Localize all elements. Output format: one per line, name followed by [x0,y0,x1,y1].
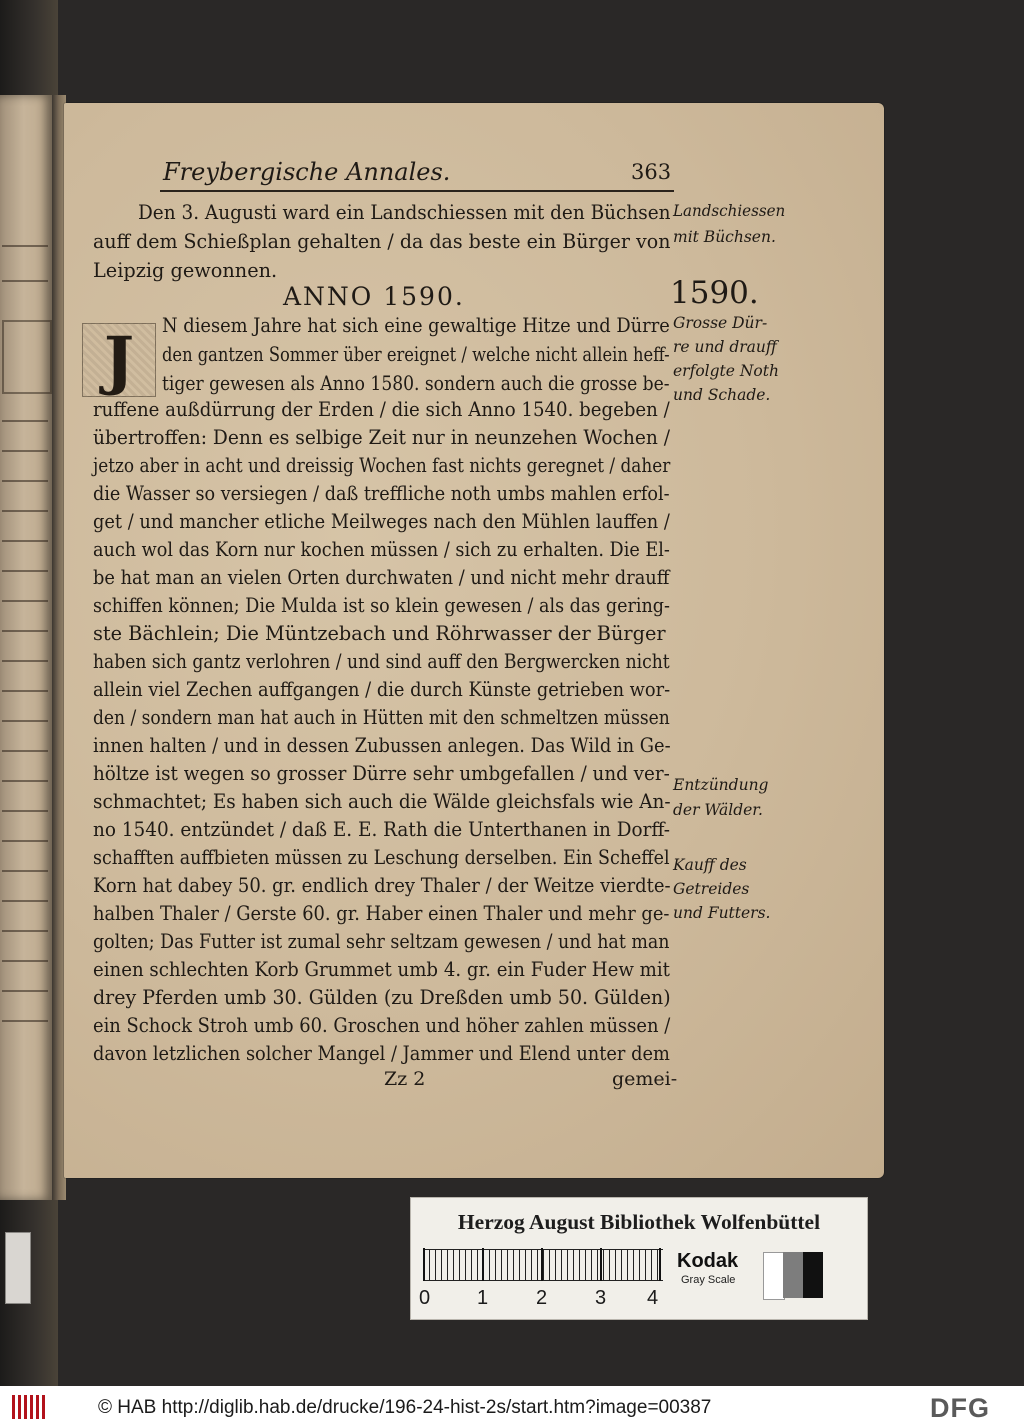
text-line: tiger gewesen als Anno 1580. sondern auch die grosse be- [162,372,670,395]
previous-page-line [2,940,48,962]
text-line: get / und mancher etliche Meilweges nach den Mühlen lauffen / [93,510,670,533]
previous-page-line [2,820,48,842]
ruler-number: 3 [595,1287,607,1309]
previous-page-line [2,910,48,932]
previous-page-line [2,640,48,662]
text-line: auff dem Schießplan gehalten / da das beste ein Bürger von [93,230,671,253]
centimeter-ruler [423,1249,663,1281]
running-head-title: Freybergische Annales. [163,158,451,186]
text-line: ste Bächlein; Die Müntzebach und Röhrwasser der Bürger [93,622,666,645]
ruler-tick [659,1248,661,1281]
dfg-logo: DFG [930,1393,990,1423]
previous-page-line [2,550,48,572]
previous-page-line [2,880,48,902]
previous-page-line [2,490,48,512]
margin-note: mit Büchsen. [673,228,776,246]
library-name: Herzog August Bibliothek Wolfenbüttel [457,1210,821,1234]
kodak-gray-scale-label: Gray Scale [681,1274,736,1286]
text-line: übertroffen: Denn es selbige Zeit nur in neunzehen Wochen / [93,426,671,449]
ruler-tick [541,1248,543,1281]
text-line: allein viel Zechen auffgangen / die durch Künste getrieben wor- [93,678,671,701]
text-line: den gantzen Sommer über ereignet / welche nicht allein heff- [162,343,670,366]
text-line: davon letzlichen solcher Mangel / Jammer und Elend unter dem [93,1042,670,1065]
previous-page-initial [2,320,52,394]
footer-bar [0,1386,1024,1428]
decorated-initial: J [82,323,156,397]
text-line: haben sich gantz verlohren / und sind auff den Bergwercken nicht [93,650,670,673]
previous-page-edge [0,95,52,1200]
previous-page-line [2,970,48,992]
header-rule [160,190,674,192]
previous-page-line [2,850,48,872]
previous-page-line [2,580,48,602]
ruler-number: 0 [419,1287,431,1309]
library-scale-card [410,1197,868,1320]
previous-page-line [2,400,48,422]
text-line: schafften auffbieten müssen zu Leschung derselben. Ein Scheffel [93,846,670,869]
text-line: golten; Das Futter ist zumal sehr seltzam gewesen / und hat man [93,930,670,953]
margin-note: Kauff des [673,856,747,874]
kodak-logo: Kodak [677,1250,739,1272]
previous-page-line [2,260,48,282]
text-line: jetzo aber in acht und dreissig Wochen fast nichts geregnet / daher [93,454,671,477]
text-line: die Wasser so versiegen / daß treffliche noth umbs mahlen erfol- [93,482,670,505]
text-line: höltze ist wegen so grosser Dürre sehr umbgefallen / und ver- [93,762,670,785]
margin-note: und Schade. [673,386,771,404]
margin-note: Getreides [673,880,750,898]
margin-note: Grosse Dür- [673,314,768,332]
ruler-number: 2 [536,1287,548,1309]
ruler-tick [482,1248,484,1281]
page-number: 363 [631,160,672,184]
year-heading: ANNO 1590. [283,282,465,311]
margin-note: Entzündung [673,776,769,794]
previous-page-line [2,760,48,782]
margin-note: re und drauff [673,338,777,356]
text-line: Den 3. Augusti ward ein Landschiessen mit den Büchsen [138,201,671,224]
text-line: Korn hat dabey 50. gr. endlich drey Thaler / der Weitze vierdte- [93,874,671,897]
previous-page-line [2,730,48,752]
previous-page-line [2,790,48,812]
previous-page-line [2,700,48,722]
margin-note: Landschiessen [673,202,786,220]
text-line: schiffen können; Die Mulda ist so klein gewesen / als das gering- [93,594,670,617]
text-line: drey Pferden umb 30. Gülden (zu Dreßden umb 50. Gülden) [93,986,671,1009]
previous-page-line [2,430,48,452]
gray-patch-black [803,1252,823,1298]
margin-note: und Futters. [673,904,771,922]
previous-page-line [2,670,48,692]
shelf-tab [5,1232,31,1304]
text-line: Leipzig gewonnen. [93,259,278,282]
text-line: be hat man an vielen Orten durchwaten / und nicht mehr drauff [93,566,670,589]
text-line: N diesem Jahre hat sich eine gewaltige Hitze und Dürre [162,314,670,337]
text-line: innen halten / und in dessen Zubussen anlegen. Das Wild in Ge- [93,734,671,757]
previous-page-line [2,610,48,632]
ruler-number: 4 [647,1287,659,1309]
previous-page-line [2,225,48,247]
text-line: einen schlechten Korb Grummet umb 4. gr. ein Fuder Hew mit [93,958,670,981]
text-line: halben Thaler / Gerste 60. gr. Haber einen Thaler und mehr ge- [93,902,670,925]
year-margin-heading: 1590. [670,275,759,311]
ruler-tick [600,1248,602,1281]
footer-copyright-url[interactable]: © HAB http://diglib.hab.de/drucke/196-24-hist-2s/start.htm?image=00387 [98,1397,712,1418]
text-line: auch wol das Korn nur kochen müssen / sich zu erhalten. Die El- [93,538,670,561]
text-line: schmachtet; Es haben sich auch die Wälde gleichsfals wie An- [93,790,671,813]
previous-page-line [2,1000,48,1022]
catchword: gemei- [612,1068,678,1090]
signature-mark: Zz 2 [384,1068,426,1090]
ruler-tick [423,1248,425,1281]
text-line: no 1540. entzündet / daß E. E. Rath die Unterthanen in Dorff- [93,818,671,841]
text-line: den / sondern man hat auch in Hütten mit den schmeltzen müssen [93,706,670,729]
ruler-number: 1 [477,1287,489,1309]
gray-patch-white [763,1252,785,1300]
hab-logo-icon [12,1395,48,1419]
text-line: ein Schock Stroh umb 60. Groschen und höher zahlen müssen / [93,1014,671,1037]
margin-note: der Wälder. [673,801,763,819]
gray-patch-mid [783,1252,803,1298]
margin-note: erfolgte Noth [673,362,779,380]
text-line: ruffene außdürrung der Erden / die sich Anno 1540. begeben / [93,398,670,421]
previous-page-line [2,520,48,542]
previous-page-line [2,460,48,482]
